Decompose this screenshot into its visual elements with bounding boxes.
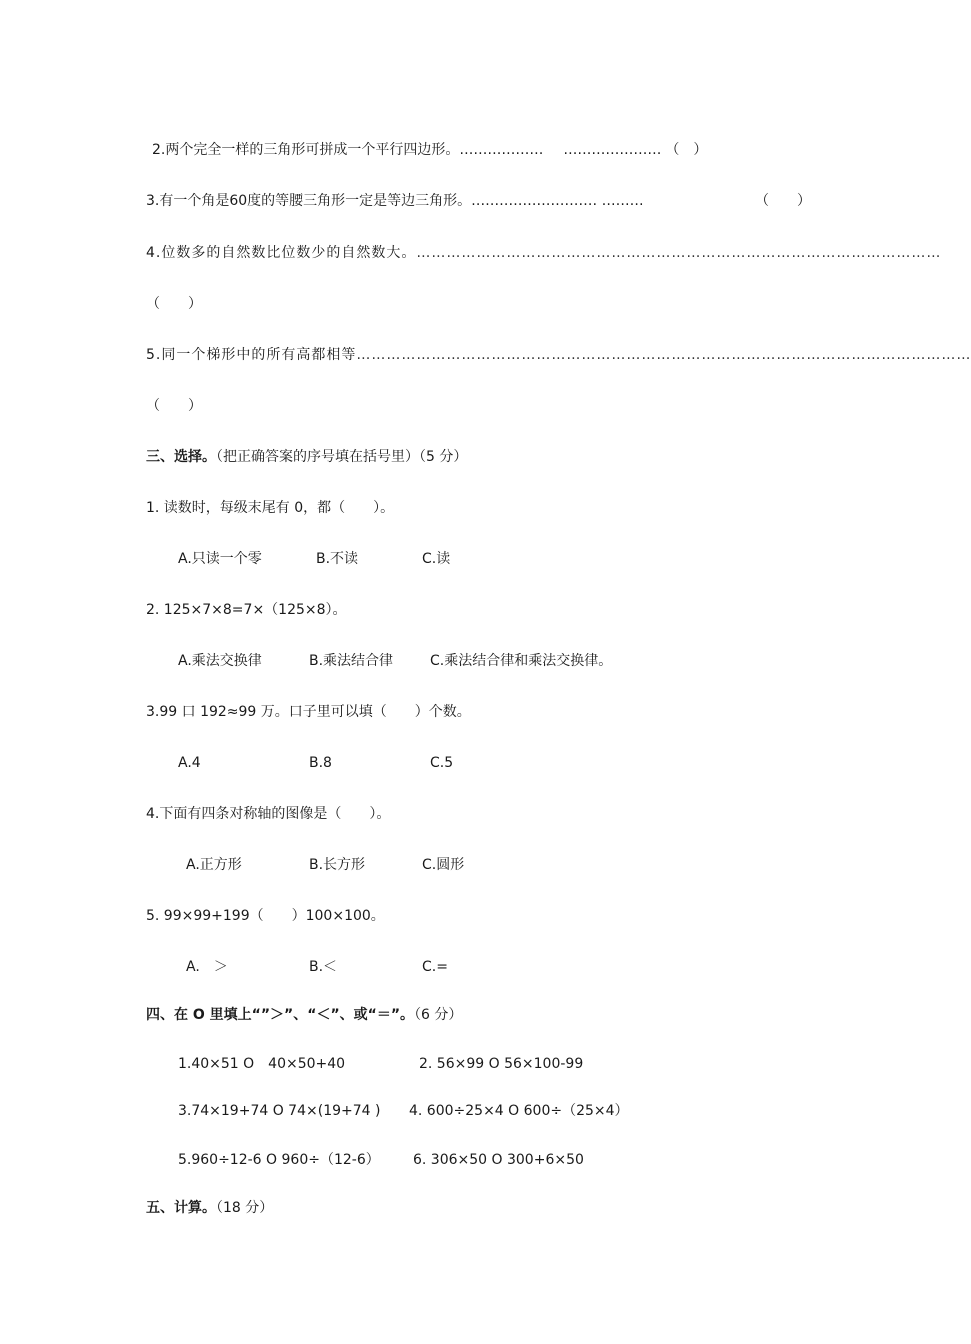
section-3-note: （把正确答案的序号填在括号里）（5 分） — [216, 449, 468, 465]
choice-3-option-b[interactable]: B.8 — [309, 755, 332, 771]
choice-4-option-c[interactable]: C.圆形 — [422, 857, 465, 873]
choice-question-3: 3.99 口 192≈99 万。口子里可以填（ ）个数。 — [146, 704, 471, 720]
tf-question-4-text: 4.位数多的自然数比位数少的自然数大。 — [146, 245, 417, 261]
tf-question-3 — [146, 191, 811, 211]
tf-question-5-dots: …………………………………………………………………………………………………………… — [356, 347, 971, 363]
tf-question-4-answer[interactable]: （ ） — [146, 296, 202, 312]
choice-3-option-a[interactable]: A.4 — [178, 755, 201, 771]
choice-2-option-b[interactable]: B.乘法结合律 — [309, 653, 394, 669]
tf-question-2 — [146, 140, 811, 160]
section-3-heading: 三、选择。 — [146, 449, 216, 465]
compare-item-3[interactable]: 3.74×19+74 O 74×(19+74 ) — [178, 1103, 381, 1119]
choice-question-1: 1. 读数时，每级末尾有 0，都（ ）。 — [146, 500, 395, 516]
choice-2-option-c[interactable]: C.乘法结合律和乘法交换律。 — [430, 653, 613, 669]
tf-question-2-answer[interactable]: （ ） — [665, 142, 708, 158]
tf-question-3-text: 3.有一个角是60度的等腰三角形一定是等边三角形。……………………… ……… — [146, 193, 644, 209]
tf-question-3-answer[interactable]: （ ） — [755, 193, 811, 209]
tf-question-2-dots: ………………… — [563, 142, 662, 158]
compare-item-4[interactable]: 4. 600÷25×4 O 600÷（25×4） — [409, 1103, 629, 1119]
choice-2-option-a[interactable]: A.乘法交换律 — [178, 653, 262, 669]
compare-item-1[interactable]: 1.40×51 O 40×50+40 — [178, 1056, 346, 1072]
compare-item-2[interactable]: 2. 56×99 O 56×100-99 — [419, 1056, 584, 1072]
choice-question-4: 4.下面有四条对称轴的图像是（ ）。 — [146, 806, 391, 822]
choice-4-option-b[interactable]: B.长方形 — [309, 857, 366, 873]
section-4-score: （6 分） — [414, 1007, 463, 1023]
tf-question-5-text: 5.同一个梯形中的所有高都相等 — [146, 347, 357, 363]
tf-question-4-dots: …………………………………………………………………………………………… — [416, 245, 942, 261]
section-5-heading: 五、计算。 — [146, 1200, 216, 1216]
choice-question-5: 5. 99×99+199（ ）100×100。 — [146, 908, 385, 924]
choice-5-option-c[interactable]: C.= — [422, 959, 448, 975]
compare-item-5[interactable]: 5.960÷12-6 O 960÷（12-6） — [178, 1152, 380, 1168]
choice-5-option-a[interactable]: A. ＞ — [186, 959, 228, 975]
section-5-title — [146, 1198, 273, 1218]
section-3-title — [146, 447, 467, 467]
tf-question-5-answer[interactable]: （ ） — [146, 398, 202, 414]
choice-question-2: 2. 125×7×8=7×（125×8）。 — [146, 602, 347, 618]
choice-1-option-a[interactable]: A.只读一个零 — [178, 551, 262, 567]
choice-1-option-c[interactable]: C.读 — [422, 551, 451, 567]
choice-1-option-b[interactable]: B.不读 — [316, 551, 359, 567]
compare-item-6[interactable]: 6. 306×50 O 300+6×50 — [413, 1152, 584, 1168]
tf-question-4 — [146, 243, 942, 263]
tf-question-5 — [146, 345, 971, 365]
choice-3-option-c[interactable]: C.5 — [430, 755, 454, 771]
choice-5-option-b[interactable]: B.＜ — [309, 959, 338, 975]
choice-4-option-a[interactable]: A.正方形 — [186, 857, 242, 873]
tf-question-2-text: 2.两个完全一样的三角形可拼成一个平行四边形。……………… — [152, 142, 544, 158]
section-4-title — [146, 1005, 462, 1025]
section-5-score: （18 分） — [216, 1200, 274, 1216]
section-4-heading: 四、在 O 里填上“”＞”、“＜”、或“＝”。 — [146, 1007, 415, 1023]
